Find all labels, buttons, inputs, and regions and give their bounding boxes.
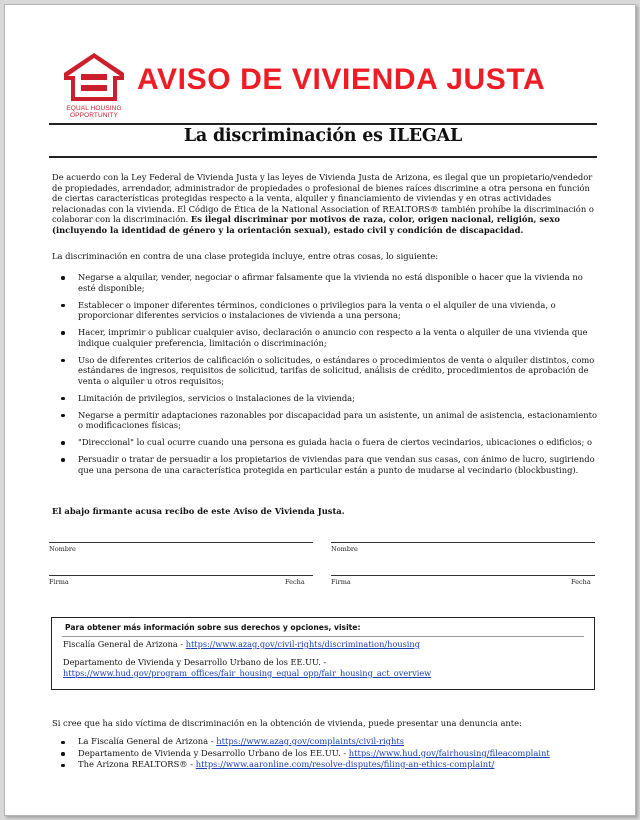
bullet-icon (61, 458, 65, 462)
list-item-text: Limitación de privilegios, servicios o instalaciones de la vivienda; (78, 392, 355, 403)
complaint-links-list (52, 736, 600, 771)
complaint-label: La Fiscalía General de Arizona - (78, 736, 217, 746)
name-label-left: Nombre (49, 545, 76, 553)
more-info-box (51, 617, 595, 690)
date-label-right: Fecha (571, 578, 591, 586)
list-item-text: Negarse a alquilar, vender, negociar o afirmar falsamente que la vivienda no está disponible o hacer que la vivienda no esté disponible; (78, 272, 583, 293)
intro-bold-text: Es ilegal discriminar por motivos de raza, color, origen nacional, religión, sexo (incluyendo la identidad de género y la orientación sexual), estado civil y condición de discapacidad. (52, 214, 560, 235)
azag-housing-link[interactable]: https://www.azag.gov/civil-rights/discrimination/housing (185, 639, 420, 649)
signature-label-left: Firma (49, 578, 69, 586)
title-top-rule (49, 123, 597, 125)
azag-complaint-link[interactable]: https://www.azag.gov/complaints/civil-rights (216, 736, 404, 746)
list-item (52, 454, 600, 475)
bullet-icon (61, 397, 65, 401)
hud-label: Departamento de Vivienda y Desarrollo Urbano de los EE.UU. - (63, 657, 327, 667)
list-item-text: Establecer o imponer diferentes términos, condiciones o privilegios para la venta o el alquiler de una vivienda, o proporcionar diferentes servicios o instalaciones de vivienda a una persona; (78, 299, 556, 320)
list-item (52, 393, 600, 404)
list-item (52, 748, 600, 760)
signature-line-left[interactable] (49, 575, 313, 576)
bullet-icon (61, 414, 65, 418)
list-item-text: "Direccional" lo cual ocurre cuando una persona es guiada hacia o fuera de ciertos vecindarios, ubicaciones o edificios; o (78, 437, 592, 447)
complaint-label: Departamento de Vivienda y Desarrollo Urbano de los EE.UU. - (78, 747, 349, 758)
list-item-text: Hacer, imprimir o publicar cualquier aviso, declaración o anuncio con respecto a la venta o alquiler de una vivienda que indique cualquier preferencia, limitación o discriminación; (78, 327, 588, 348)
bullet-icon (61, 741, 65, 745)
realtors-complaint-link[interactable]: https://www.aaronline.com/resolve-disputes/filing-an-ethics-complaint/ (195, 759, 495, 769)
list-item-text: Negarse a permitir adaptaciones razonables por discapacidad para un asistente, un animal de asistencia, estacionamiento o modificaciones físicas; (78, 409, 598, 430)
name-line-right[interactable] (331, 542, 595, 543)
bullet-icon (61, 764, 65, 768)
info-box-divider (62, 636, 584, 637)
name-line-left[interactable] (49, 542, 313, 543)
list-item (52, 327, 600, 348)
signature-label-right: Firma (331, 578, 351, 586)
bullet-icon (61, 441, 65, 445)
list-item (52, 759, 600, 771)
equal-housing-logo (59, 51, 129, 119)
azag-label: Fiscalía General de Arizona - (63, 639, 186, 649)
list-item-text: Uso de diferentes criterios de calificación o solicitudes, o estándares o procedimientos de venta o alquiler distintos, como estándares de ingresos, requisitos de solicitud, tarifas de solicitud, análisis de crédito, procedimientos de aprobación de venta o alquiler u otros requisitos; (78, 354, 595, 386)
name-label-right: Nombre (331, 545, 358, 553)
date-label-left: Fecha (285, 578, 305, 586)
list-item-text: Persuadir o tratar de persuadir a los propietarios de viviendas para que vendan sus casas, con ánimo de lucro, sugiriendo que una persona de una característica protegida en particular están a punto de mudarse al vecindario (blockbusting). (78, 454, 595, 475)
list-intro: La discriminación en contra de una clase protegida incluye, entre otras cosas, lo siguiente: (52, 251, 439, 261)
bullet-icon (61, 752, 65, 756)
bullet-icon (61, 331, 65, 335)
bullet-icon (61, 359, 65, 363)
notice-title: AVISO DE VIVIENDA JUSTA (137, 63, 546, 96)
acknowledgment-text: El abajo firmante acusa recibo de este Aviso de Vivienda Justa. (52, 506, 345, 516)
hud-fair-housing-link[interactable]: https://www.hud.gov/program_offices/fair_housing_equal_opp/fair_housing_act_overview (63, 667, 432, 678)
info-line-hud (63, 657, 431, 678)
complaint-label: The Arizona REALTORS® - (78, 759, 196, 769)
signature-line-right[interactable] (331, 575, 595, 576)
logo-line-2: OPPORTUNITY (70, 112, 118, 119)
list-item (52, 272, 600, 293)
bullet-icon (61, 276, 65, 280)
intro-text: De acuerdo con la Ley Federal de Vivienda Justa y las leyes de Vivienda Justa de Arizona, es ilegal que un propietario/vendedor de propiedades, arrendador, administrador de propiedades o profesional de bienes raíces discrimine a otra persona en función de ciertas características protegidas respecto a la venta, alquiler y financiamiento de viviendas y en otras actividades relacionadas con la vivienda. El Código de Ética de la National Association of REALTORS® también prohíbe la discriminación o colaborar con la discriminación. (52, 172, 594, 224)
complaint-intro: Si cree que ha sido víctima de discriminación en la obtención de vivienda, puede presentar una denuncia ante: (52, 718, 522, 728)
logo-line-1: EQUAL HOUSING (66, 105, 122, 112)
equal-housing-house-icon (62, 51, 126, 103)
list-item (52, 437, 600, 448)
bullet-icon (61, 304, 65, 308)
info-line-azag (63, 639, 420, 650)
list-item (52, 300, 600, 321)
notice-subtitle: La discriminación es ILEGAL (183, 126, 463, 146)
list-item (52, 736, 600, 748)
hud-complaint-link[interactable]: https://www.hud.gov/fairhousing/fileacomplaint (348, 747, 550, 758)
intro-paragraph (52, 172, 597, 235)
document-page (4, 4, 636, 816)
discrimination-list (52, 272, 600, 482)
list-item (52, 410, 600, 431)
list-item (52, 355, 600, 387)
title-bottom-rule (49, 156, 597, 158)
info-box-title: Para obtener más información sobre sus derechos y opciones, visite: (65, 623, 361, 632)
